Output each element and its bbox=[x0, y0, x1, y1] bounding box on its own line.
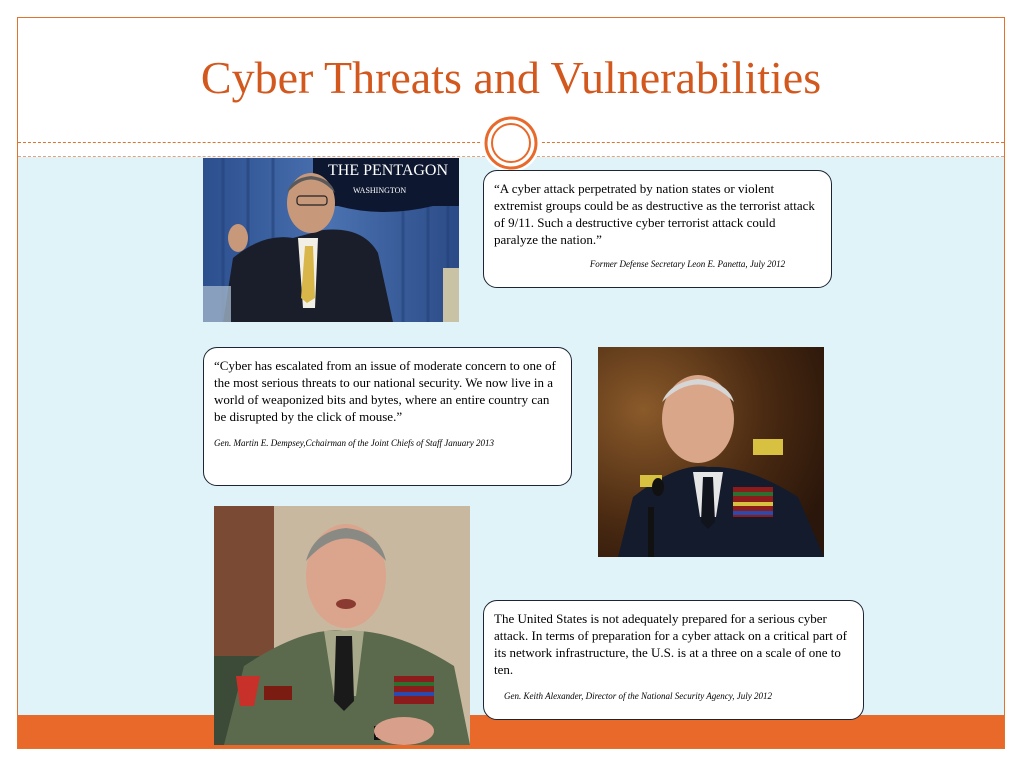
svg-text:WASHINGTON: WASHINGTON bbox=[353, 186, 407, 195]
quote-source: Former Defense Secretary Leon E. Panetta, July 2012 bbox=[589, 259, 786, 269]
quote-text: The United States is not adequately prepared for a serious cyber attack. In terms of preparation for a cyber attack on a critical part of its network infrastructure, the U.S. is at a three on a scale of one to ten. bbox=[494, 611, 847, 677]
circle-ornament-icon bbox=[480, 112, 542, 174]
quote-source: Gen. Martin E. Dempsey,Cchairman of the Joint Chiefs of Staff January 2013 bbox=[214, 438, 494, 448]
quote-source: Gen. Keith Alexander, Director of the National Security Agency, July 2012 bbox=[504, 691, 773, 701]
quote-text: “Cyber has escalated from an issue of moderate concern to one of the most serious threats to our national security. We now live in a world of weaponized bits and bytes, where an entire country can be disrupted by the click of mouse.” bbox=[214, 358, 556, 424]
slide-title: Cyber Threats and Vulnerabilities bbox=[200, 52, 822, 103]
photo-dempsey bbox=[598, 347, 824, 557]
quote-panetta bbox=[483, 170, 832, 288]
quote-dempsey bbox=[203, 347, 572, 486]
svg-text:THE PENTAGON: THE PENTAGON bbox=[328, 162, 449, 179]
photo-alexander bbox=[214, 506, 470, 745]
quote-alexander bbox=[483, 600, 864, 720]
photo-panetta bbox=[203, 158, 459, 322]
quote-text: “A cyber attack perpetrated by nation states or violent extremist groups could be as destructive as the terrorist attack of 9/11. Such a destructive cyber terrorist attack could paralyze the nation.” bbox=[494, 181, 815, 247]
